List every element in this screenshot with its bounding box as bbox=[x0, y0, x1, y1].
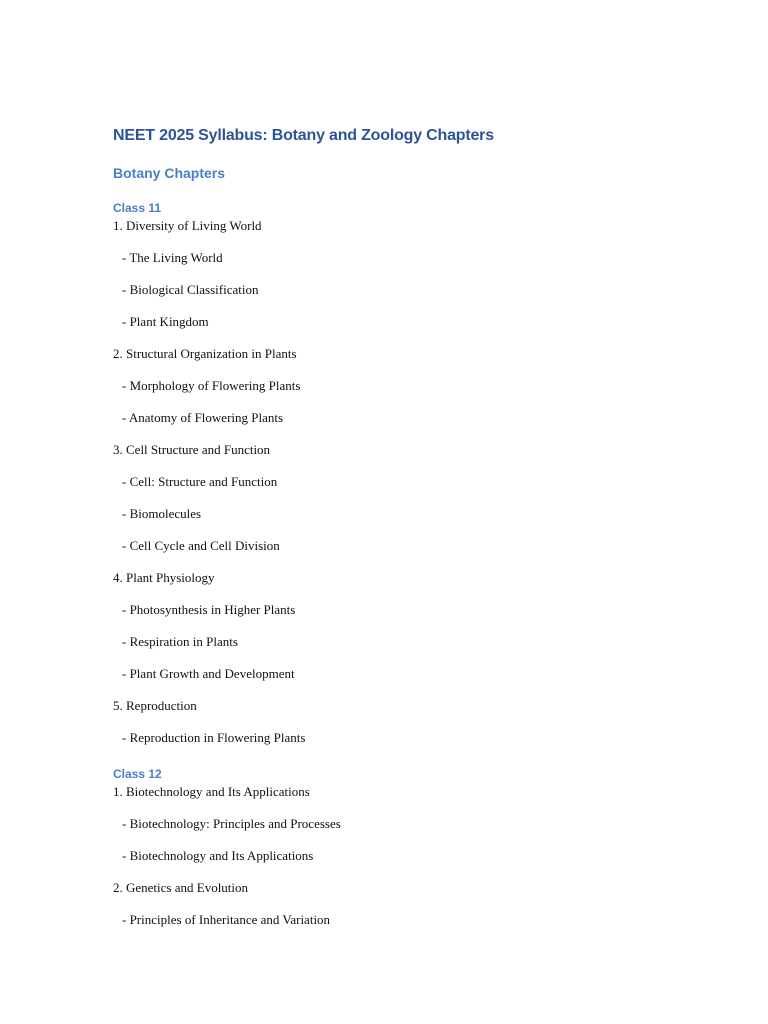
sub-chapter-item: - Plant Kingdom bbox=[122, 314, 209, 329]
class-12-block bbox=[113, 766, 341, 942]
document-title: NEET 2025 Syllabus: Botany and Zoology Chapters bbox=[113, 127, 494, 144]
chapter-item: 4. Plant Physiology bbox=[113, 570, 215, 585]
chapter-item: 1. Diversity of Living World bbox=[113, 218, 262, 233]
chapter-item: 3. Cell Structure and Function bbox=[113, 442, 271, 457]
sub-chapter-item: - Morphology of Flowering Plants bbox=[122, 378, 301, 393]
sub-chapter-item: - Biomolecules bbox=[122, 506, 202, 521]
sub-chapter-item: - Principles of Inheritance and Variation bbox=[122, 912, 331, 927]
sub-chapter-item: - Respiration in Plants bbox=[122, 634, 238, 649]
section-heading-botany: Botany Chapters bbox=[113, 165, 226, 181]
chapter-item: 2. Genetics and Evolution bbox=[113, 880, 249, 895]
sub-chapter-item: - Cell Cycle and Cell Division bbox=[122, 538, 280, 553]
class-11-block bbox=[113, 200, 305, 760]
sub-chapter-item: - Reproduction in Flowering Plants bbox=[122, 730, 306, 745]
class-12-heading: Class 12 bbox=[113, 767, 162, 781]
class-11-heading: Class 11 bbox=[113, 201, 162, 215]
sub-chapter-item: - Anatomy of Flowering Plants bbox=[122, 410, 284, 425]
sub-chapter-item: - Cell: Structure and Function bbox=[122, 474, 278, 489]
sub-chapter-item: - Biotechnology: Principles and Processes bbox=[122, 816, 341, 831]
chapter-item: 5. Reproduction bbox=[113, 698, 197, 713]
sub-chapter-item: - Plant Growth and Development bbox=[122, 666, 295, 681]
document-content bbox=[113, 124, 713, 927]
chapter-item: 2. Structural Organization in Plants bbox=[113, 346, 297, 361]
chapter-item: 1. Biotechnology and Its Applications bbox=[113, 784, 310, 799]
sub-chapter-item: - Biotechnology and Its Applications bbox=[122, 848, 314, 863]
sub-chapter-item: - Biological Classification bbox=[122, 282, 259, 297]
sub-chapter-item: - The Living World bbox=[122, 250, 223, 265]
sub-chapter-item: - Photosynthesis in Higher Plants bbox=[122, 602, 296, 617]
